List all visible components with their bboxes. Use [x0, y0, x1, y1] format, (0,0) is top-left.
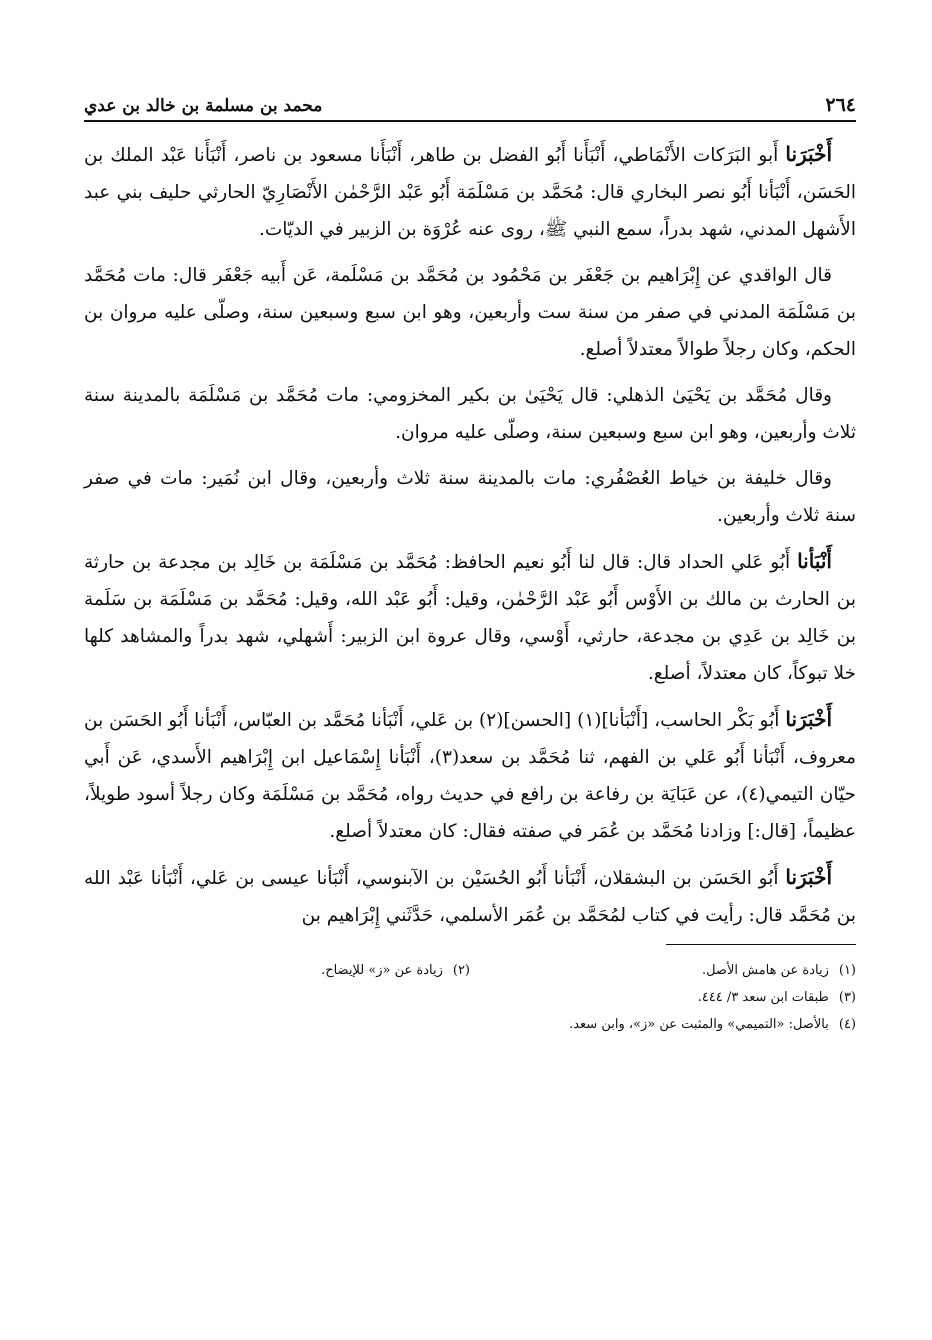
paragraph-text: أَبُو عَلي الحداد قال: قال لنا أَبُو نعيم الحافظ: مُحَمَّد بن مَسْلَمَة بن خَالِد بن مجدعة بن حارثة بن الحارث بن مالك بن الأَوْس أَبُو عَبْد الرَّحْمٰن، وقيل: أَبُو عَبْد الله، وقيل: مُحَمَّد بن مَسْلَمَة بن سَلَمة بن خَالِد بن عَدِي بن مجدعة، حارثي، أَوْسي، وقال عروة ابن الزبير: أَشهلي، شهد بدراً والمشاهد كلها خلا تبوكاً، كان معتدلاً، أصلع.: [84, 552, 856, 684]
footnote-number: (١): [838, 963, 856, 978]
paragraph: [84, 859, 856, 934]
footnote-text: زيادة عن «ز» للإيضاح.: [321, 963, 443, 978]
running-head: [84, 80, 856, 122]
paragraph-lead-word: أَخْبَرَنا: [785, 707, 832, 731]
paragraph: [84, 377, 856, 451]
page-number: ٢٦٤: [825, 94, 856, 116]
footnote-text: بالأصل: «التميمي» والمثبت عن «ز»، وابن سعد.: [569, 1017, 829, 1032]
footnote: [84, 957, 470, 984]
footnote-number: (٢): [452, 963, 470, 978]
footnote-text: طبقات ابن سعد ٣/ ٤٤٤.: [697, 990, 829, 1005]
running-head-title: محمد بن مسلمة بن خالد بن عدي: [84, 96, 323, 116]
paragraph-text: وقال مُحَمَّد بن يَحْيَىٰ الذهلي: قال يَحْيَىٰ بن بكير المخزومي: مات مُحَمَّد بن مَسْلَمَة بالمدينة سنة ثلاث وأربعين، وهو ابن سبع وسبعين سنة، وصلّى عليه مروان.: [84, 385, 856, 443]
paragraph: [84, 460, 856, 534]
footnote-row: [84, 957, 856, 984]
paragraph-lead-word: أَخْبَرَنا: [785, 142, 832, 166]
paragraph-text: أَبو البَرَكات الأَنْمَاطي، أَنْبَأَنا أَبُو الفضل بن طاهر، أَنْبَأَنا مسعود بن ناصر، أَنْبَأَنا عَبْد الملك بن الحَسَن، أَنْبَأنا أَبُو نصر البخاري قال: مُحَمَّد بن مَسْلَمَة أَبُو عَبْد الرَّحْمٰن الأَنْصَارِيّ الحارثي حليف بني عبد الأَشهل المدني، شهد بدراً، سمع النبي ﷺ، روى عنه عُرْوَة بن الزبير في الديّات.: [84, 145, 856, 240]
page: [84, 80, 856, 1300]
footnote: [470, 957, 856, 984]
paragraph: [84, 543, 856, 692]
paragraph-lead-word: أَنْبَأنا: [797, 549, 832, 573]
footnote-number: (٣): [838, 990, 856, 1005]
paragraph-lead-word: أَخْبَرَنا: [785, 865, 832, 889]
footnote-number: (٤): [838, 1017, 856, 1032]
paragraph-text: أَبُو بَكْر الحاسب، [أَنْبَأنا](١) [الحسن](٢) بن عَلي، أَنْبَأنا مُحَمَّد بن العبّاس، أَنْبَأنا أَبُو الحَسَن بن معروف، أَنْبَأنا أَبُو عَلي بن الفهم، ثنا مُحَمَّد بن سعد(٣)، أَنْبَأنا إِسْمَاعيل ابن إِبْرَاهيم الأَسدي، عَن أَبي حيّان التيمي(٤)، عن عَبَايَة بن رفاعة بن رافع في حديث رواه، مُحَمَّد بن مَسْلَمَة وكان رجلاً أسود طويلاً، عظيماً، [قال:] وزادنا مُحَمَّد بن عُمَر في صفته فقال: كان معتدلاً أصلع.: [84, 710, 856, 842]
paragraph-text: وقال خليفة بن خياط العُصْفُري: مات بالمدينة سنة ثلاث وأربعين، وقال ابن نُمَير: مات في صفر سنة ثلاث وأربعين.: [84, 468, 856, 526]
paragraph: [84, 701, 856, 850]
paragraph: [84, 257, 856, 368]
paragraph-text: أَبُو الحَسَن بن البشقلان، أَنْبَأنا أَبُو الحُسَيْن بن الآبنوسي، أَنْبَأنا عيسى بن عَلي، أَنْبَأنا عَبْد الله بن مُحَمَّد قال: رأيت في كتاب لمُحَمَّد بن عُمَر الأسلمي، حَدَّثَني إِبْرَاهيم بن: [84, 868, 856, 926]
footnote: [84, 984, 856, 1011]
footnote-text: زيادة عن هامش الأصل.: [701, 963, 829, 978]
paragraph: [84, 136, 856, 248]
footnote: [84, 1011, 856, 1038]
footnotes: [84, 957, 856, 1038]
footnote-divider: [666, 944, 856, 945]
paragraph-text: قال الواقدي عن إِبْرَاهيم بن جَعْفَر بن مَحْمُود بن مُحَمَّد بن مَسْلَمة، عَن أَبيه جَعْفَر قال: مات مُحَمَّد بن مَسْلَمَة المدني في صفر من سنة ست وأربعين، وهو ابن سبع وسبعين سنة، وصلّى عليه مروان بن الحكم، وكان رجلاً طوالاً معتدلاً أصلع.: [84, 265, 856, 360]
body-text: [84, 136, 856, 934]
